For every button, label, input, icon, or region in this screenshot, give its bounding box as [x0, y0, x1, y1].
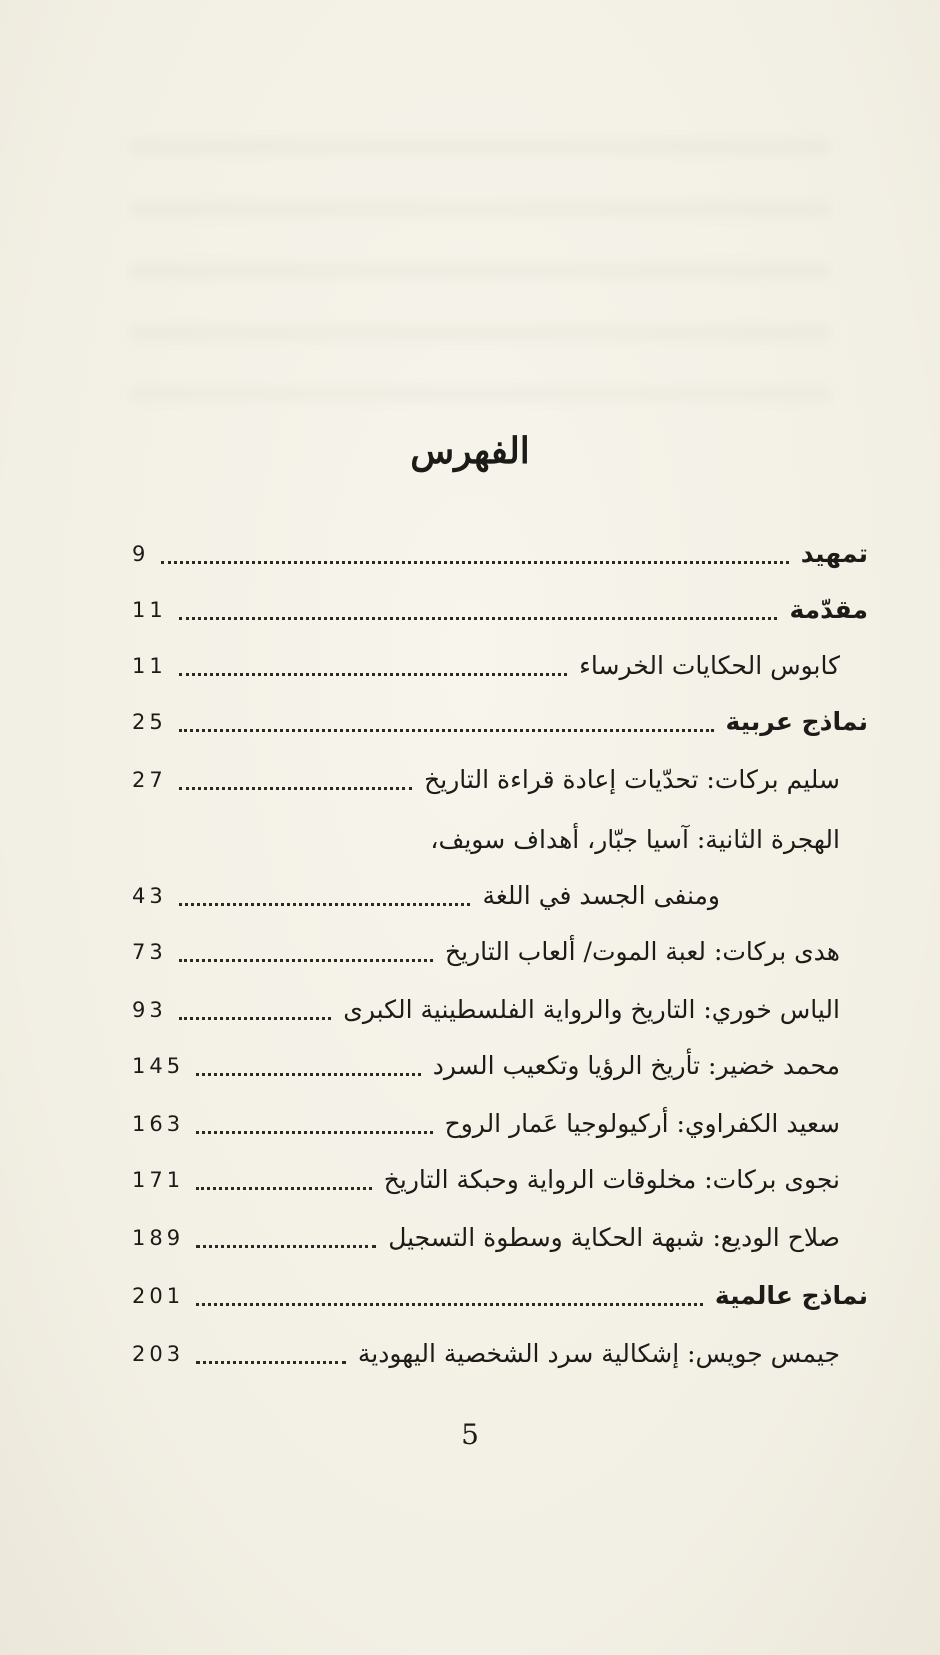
dot-leader [196, 1073, 421, 1076]
toc-entry-page: 171 [132, 1168, 185, 1192]
page-title: الفهرس [410, 430, 530, 472]
dot-leader [179, 729, 714, 732]
toc-entry [132, 1098, 840, 1142]
toc-entry [132, 984, 840, 1028]
toc-entry-page: 25 [132, 710, 167, 734]
toc-entry-label: تمهيد [800, 539, 868, 568]
dot-leader [196, 1187, 372, 1190]
toc-entry [132, 584, 868, 628]
toc-entry-label: محمد خضير: تأريخ الرؤيا وتكعيب السرد [432, 1051, 840, 1080]
dot-leader [196, 1361, 346, 1364]
toc-entry-label: ومنفى الجسد في اللغة [482, 881, 720, 910]
toc-entry-label: الياس خوري: التاريخ والرواية الفلسطينية الكبرى [343, 995, 840, 1024]
toc-entry-label: سعيد الكفراوي: أركيولوجيا عَمار الروح [444, 1109, 840, 1138]
dot-leader [196, 1245, 376, 1248]
toc-entry-label: جيمس جويس: إشكالية سرد الشخصية اليهودية [357, 1339, 840, 1368]
toc-entry [132, 1328, 840, 1372]
toc-entry-label: هدى بركات: لعبة الموت/ ألعاب التاريخ [444, 937, 840, 966]
toc-entry [132, 1154, 840, 1198]
toc-entry [132, 1040, 840, 1084]
toc-entry-page: 93 [132, 998, 167, 1022]
dot-leader [196, 1131, 432, 1134]
toc-entry-page: 203 [132, 1342, 185, 1366]
toc-entry-page: 11 [132, 654, 167, 678]
toc-entry-page: 163 [132, 1112, 185, 1136]
toc-entry-label: نجوى بركات: مخلوقات الرواية وحبكة التاريخ [383, 1165, 840, 1194]
toc-entry-page: 9 [132, 542, 150, 566]
toc-entry-page: 73 [132, 940, 167, 964]
dot-leader [179, 787, 412, 790]
dot-leader [179, 903, 471, 906]
toc-entry-page: 43 [132, 884, 167, 908]
dot-leader [196, 1303, 703, 1306]
toc-entry [132, 870, 720, 914]
toc-entry-label: صلاح الوديع: شبهة الحكاية وسطوة التسجيل [388, 1223, 840, 1252]
toc-entry-page: 27 [132, 768, 167, 792]
toc-entry-label: كابوس الحكايات الخرساء [579, 651, 840, 680]
dot-leader [179, 1017, 332, 1020]
toc-entry-page: 11 [132, 598, 167, 622]
toc-entry [132, 528, 868, 572]
toc-entry-page: 145 [132, 1054, 185, 1078]
toc-entry [132, 926, 840, 970]
toc-entry [132, 1212, 840, 1256]
toc-entry-label: الهجرة الثانية: آسيا جبّار، أهداف سويف، [430, 825, 840, 854]
dot-leader [179, 673, 567, 676]
dot-leader [179, 617, 778, 620]
toc-entry-page: 189 [132, 1226, 185, 1250]
toc-entry [132, 814, 840, 858]
toc-entry [132, 696, 868, 740]
toc-entry [132, 640, 840, 684]
dot-leader [179, 959, 433, 962]
page-number: 5 [461, 1418, 479, 1451]
toc-entry-page: 201 [132, 1284, 185, 1308]
dot-leader [161, 561, 788, 564]
toc-entry [132, 1270, 868, 1314]
toc-entry-label: نماذج عالمية [714, 1281, 868, 1310]
toc-entry-label: نماذج عربية [725, 707, 868, 736]
toc-entry-label: سليم بركات: تحدّيات إعادة قراءة التاريخ [424, 765, 840, 794]
toc-entry [132, 754, 840, 798]
toc-entry-label: مقدّمة [789, 595, 868, 624]
